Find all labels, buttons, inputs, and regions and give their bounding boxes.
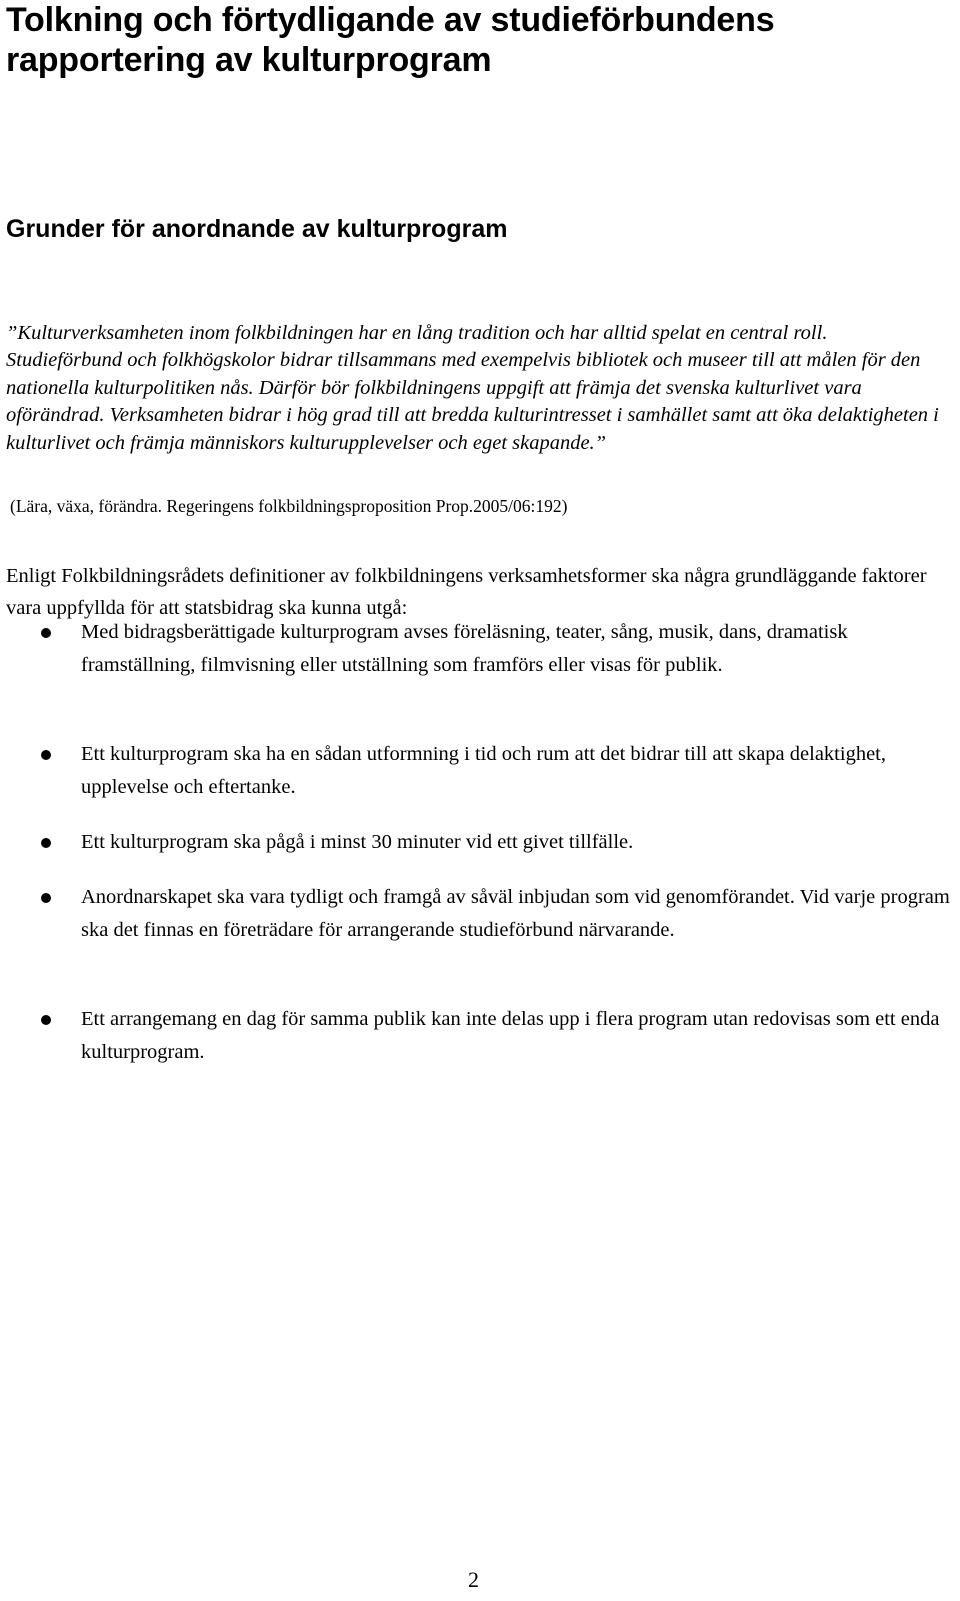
- page-number: 2: [468, 1567, 479, 1592]
- quote-paragraph: ”Kulturverksamheten inom folkbildningen har en lång tradition och har alltid spelat en central roll. Studieförbund och folkhögskolor bidrar tillsammans med exempelvis bibliotek och museer till att målen för den nationella kulturpolitiken nås. Därför bör folkbildningens uppgift att främja det svenska kulturlivet vara oförändrad. Verksamheten bidrar i hög grad till att bredda kulturintresset i samhället samt att öka delaktigheten i kulturlivet och främja människors kulturupplevelser och eget skapande.”: [6, 322, 939, 454]
- bullet-icon: [41, 628, 51, 638]
- bullet-text: Ett kulturprogram ska pågå i minst 30 minuter vid ett givet tillfälle.: [81, 831, 634, 853]
- section-heading: Grunder för anordnande av kulturprogram: [6, 215, 508, 243]
- bullet-icon: [41, 893, 51, 903]
- bullet-text: Ett kulturprogram ska ha en sådan utformning i tid och rum att det bidrar till att skapa delaktighet, upplevelse och eftertanke.: [81, 743, 886, 798]
- bullet-icon: [41, 1015, 51, 1025]
- intro-paragraph: Enligt Folkbildningsrådets definitioner av folkbildningens verksamhetsformer ska några grundläggande faktorer vara uppfyllda för att statsbidrag ska kunna utgå:: [6, 565, 927, 619]
- bullet-text: Med bidragsberättigade kulturprogram avses föreläsning, teater, sång, musik, dans, dramatisk framställning, filmvisning eller utställning som framförs eller visas för publik.: [81, 621, 848, 676]
- quote-citation: (Lära, växa, förändra. Regeringens folkbildningsproposition Prop.2005/06:192): [10, 496, 568, 516]
- document-title: Tolkning och förtydligande av studieförbundens rapportering av kulturprogram: [6, 1, 775, 79]
- bullet-icon: [41, 750, 51, 760]
- bullet-icon: [41, 838, 51, 848]
- bullet-text: Anordnarskapet ska vara tydligt och framgå av såväl inbjudan som vid genomförandet. Vid varje program ska det finnas en företrädare för arrangerande studieförbund närvarande.: [81, 886, 950, 941]
- bullet-text: Ett arrangemang en dag för samma publik kan inte delas upp i flera program utan redovisas som ett enda kulturprogram.: [81, 1008, 940, 1063]
